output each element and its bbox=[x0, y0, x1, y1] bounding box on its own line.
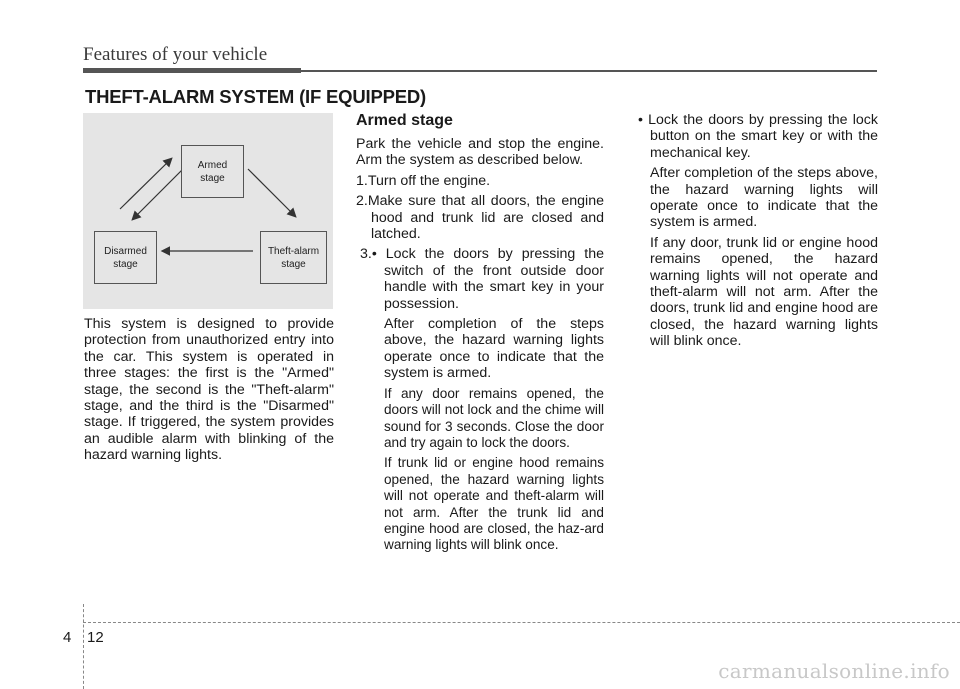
armed-stage-heading: Armed stage bbox=[356, 112, 453, 129]
arrow-armed-to-theft bbox=[248, 169, 295, 216]
arrow-armed-to-disarmed bbox=[133, 169, 183, 219]
disarmed-stage-box bbox=[94, 231, 157, 284]
armed-step-3-note-3: If trunk lid or engine hood remains opened, the hazard warning lights will not operate and theft-alarm will not arm. After the trunk lid and engine hood are closed, the haz-ard warning lights will blink once. bbox=[384, 455, 604, 553]
header-bar bbox=[83, 68, 301, 73]
armed-bullet-2-note-1: After completion of the steps above, the hazard warning lights will operate once to indicate that the system is armed. bbox=[650, 165, 878, 231]
page-number: 12 bbox=[87, 629, 104, 646]
watermark-text: carmanualsonline.info bbox=[718, 659, 950, 683]
stage-diagram bbox=[83, 113, 333, 309]
theft-alarm-stage-label: Theft-alarm stage bbox=[267, 245, 320, 270]
chapter-number: 4 bbox=[63, 629, 72, 646]
armed-bullet-2-note-2: If any door, trunk lid or engine hood remains opened, the hazard warning lights will not operate and theft-alarm will not arm. After the doors, trunk lid and engine hood are closed, the hazard warning lights will blink once. bbox=[650, 234, 878, 350]
armed-step-1: 1.Turn off the engine. bbox=[356, 172, 491, 189]
armed-bullet-2: • Lock the doors by pressing the lock button on the smart key or with the mechanical key. bbox=[638, 112, 878, 161]
section-title: THEFT-ALARM SYSTEM (IF EQUIPPED) bbox=[85, 86, 426, 107]
column-armed-stage bbox=[356, 112, 604, 558]
running-header-title: Features of your vehicle bbox=[83, 44, 268, 65]
footer-rule bbox=[83, 622, 960, 623]
arrow-disarmed-to-armed bbox=[120, 159, 171, 209]
armed-intro: Park the vehicle and stop the engine. Arm the system as described below. bbox=[356, 136, 604, 169]
intro-paragraph: This system is designed to provide protection from unauthorized entry into the car. This system is operated in three stages: the first is the "Armed" stage, the second is the "Theft-alarm" stage, and the third is the "Disarmed" stage. If triggered, the system provides an audible alarm with blinking of the hazard warning lights. bbox=[84, 316, 334, 464]
armed-step-3-note-2: If any door remains opened, the doors will not lock and the chime will sound for 3 seconds. Close the door and try again to lock the doors. bbox=[384, 385, 604, 450]
armed-step-3: 3.• Lock the doors by pressing the switch of the front outside door handle with the smart key in your possession. bbox=[360, 246, 604, 312]
header-rule bbox=[301, 70, 877, 72]
armed-step-3-note-1: After completion of the steps above, the hazard warning lights operate once to indicate that the system is armed. bbox=[384, 316, 604, 382]
theft-alarm-stage-box bbox=[260, 231, 327, 284]
footer-divider bbox=[83, 604, 84, 689]
column-intro bbox=[84, 316, 334, 468]
armed-stage-box bbox=[181, 145, 244, 198]
column-armed-stage-continued bbox=[630, 112, 878, 354]
armed-stage-label: Armed stage bbox=[197, 159, 228, 184]
armed-step-2: 2.Make sure that all doors, the engine hood and trunk lid are closed and latched. bbox=[356, 193, 604, 243]
disarmed-stage-label: Disarmed stage bbox=[104, 245, 147, 270]
